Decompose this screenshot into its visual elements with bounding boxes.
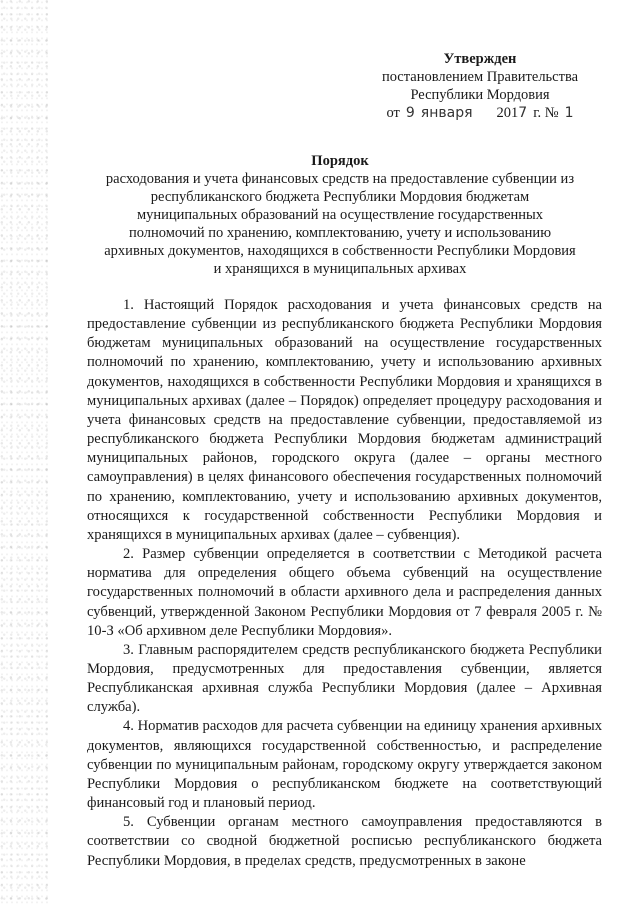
- approval-block: [350, 50, 610, 122]
- paragraph-5: 5. Субвенции органам местного самоуправления предоставляются в соответствии со сводной бюджетной росписью республиканского бюджета Республики Мордовия, в пределах средств, предусмотренных в законе: [87, 814, 602, 869]
- document-number: 1: [564, 105, 574, 121]
- document-title: [70, 152, 610, 278]
- document-body: [87, 296, 602, 871]
- title-heading: Порядок: [311, 153, 369, 169]
- date-year-hand: 7: [518, 105, 528, 121]
- date-month: января: [420, 105, 473, 121]
- title-line-6: и хранящихся в муниципальных архивах: [213, 261, 467, 277]
- paragraph-4: 4. Норматив расходов для расчета субвенции на единицу хранения архивных документов, являющихся государственной собственностью, и распределение субвенции по муниципальным районам, городскому округу утверждается законом Республики Мордовия о республиканском бюджете на соответствующий финансовый год и плановый период.: [87, 718, 602, 812]
- title-line-1: расходования и учета финансовых средств на предоставление субвенции из: [105, 171, 575, 187]
- title-line-4: полномочий по хранению, комплектованию, учету и использованию: [128, 225, 552, 241]
- approval-line-2: Республики Мордовия: [410, 87, 550, 103]
- approved-label: Утвержден: [443, 51, 517, 67]
- date-day: 9: [405, 105, 415, 121]
- date-year-prefix: 201: [496, 105, 519, 121]
- paragraph-1: 1. Настоящий Порядок расходования и учета финансовых средств на предоставление субвенции из республиканского бюджета Республики Мордовия бюджетам муниципальных образований на осуществление государственных полномочий по хранению, комплектованию, учету и использованию архивных документов, находящихся в собственности Республики Мордовия и хранящихся в муниципальных архивах (далее – Порядок) определяет процедуру расходования и учета финансовых средств на предоставление субвенции, предоставляемой из республиканского бюджета Республики Мордовия бюджетам администраций муниципальных районов, городского округа (далее – органы местного самоуправления) в целях финансового обеспечения государственных полномочий по хранению, комплектованию, учету и использованию архивных документов, относящихся к государственной собственности Республики Мордовия и хранящихся в муниципальных архивах (далее – субвенция).: [87, 297, 602, 543]
- paragraph-3: 3. Главным распорядителем средств республиканского бюджета Республики Мордовия, предусмотренных для предоставления субвенции, является Республиканская архивная служба Республики Мордовия (далее – Архивная служба).: [87, 641, 602, 716]
- scan-edge-noise: [0, 0, 48, 905]
- approval-date-line: [350, 104, 610, 122]
- title-line-2: республиканского бюджета Республики Мордовия бюджетам: [150, 189, 530, 205]
- approval-line-1: постановлением Правительства: [381, 69, 579, 85]
- date-number-label: г. №: [533, 105, 559, 121]
- title-line-3: муниципальных образований на осуществление государственных: [136, 207, 544, 223]
- date-prefix: от: [386, 105, 400, 121]
- title-line-5: архивных документов, находящихся в собственности Республики Мордовия: [104, 243, 576, 259]
- paragraph-2: 2. Размер субвенции определяется в соответствии с Методикой расчета норматива для определения общего объема субвенций на осуществление государственных полномочий в области архивного дела и распределения данных субвенций, утвержденной Законом Республики Мордовия от 7 февраля 2005 г. № 10-З «Об архивном деле Республики Мордовия».: [87, 546, 602, 639]
- date-year-group: [497, 104, 528, 122]
